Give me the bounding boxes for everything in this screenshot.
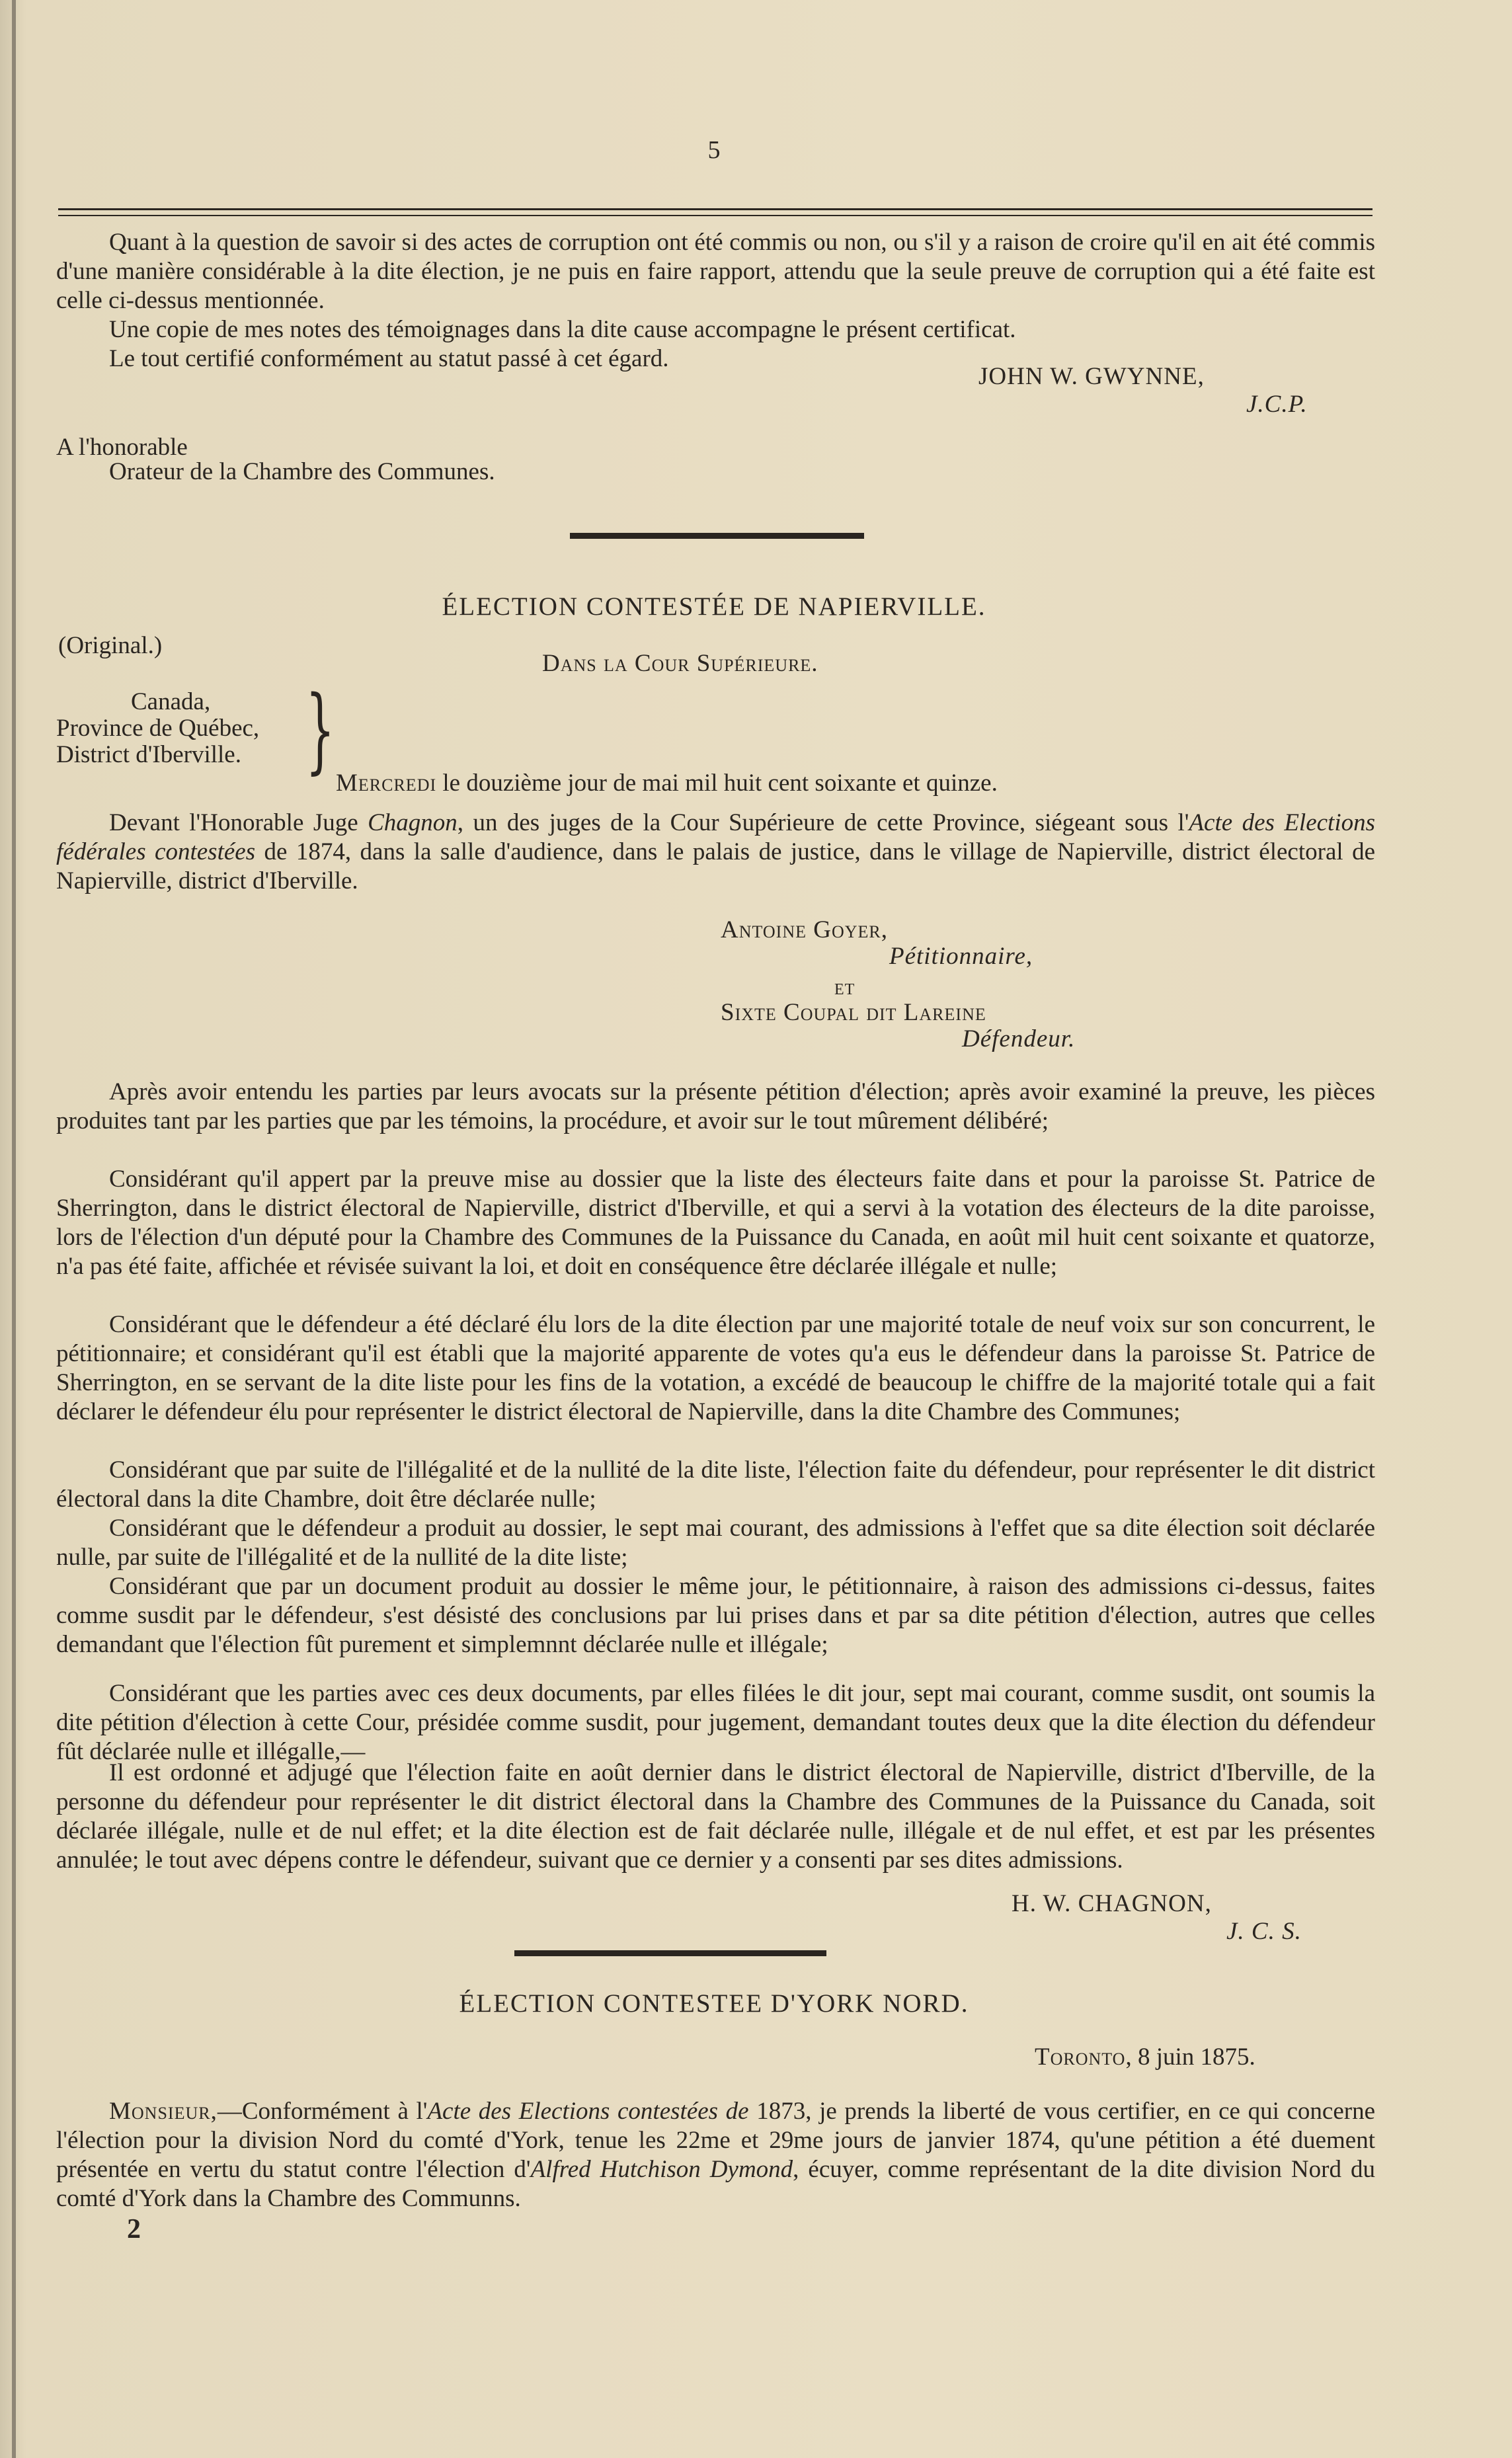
york-paragraph	[56, 2097, 1375, 2213]
york-act-title: Acte des Elections contestées de	[427, 2098, 749, 2125]
devant-text-a: Devant l'Honorable Juge	[109, 809, 368, 836]
judgment-paragraph-8: Il est ordonné et adjugé que l'élection faite en août dernier dans le district électoral de Napierville, district d'Iberville, de la personne du défendeur pour représenter le dit district électoral dans la Chambre des Communes de la Puissance du Canada, soit déclarée illégale, nulle et de nul effet; et la dite élection est de fait déclarée nulle, illégale et de nul effet, et est par les présentes annulée; le tout avec dépens contre le défendeur, suivant que ce dernier y a consenti par ses dites admissions.	[56, 1759, 1375, 1874]
devant-text-b: , un des juges de la Cour Supérieure de cette Province, siégeant sous l'	[457, 809, 1189, 836]
york-person-name: Alfred Hutchison Dymond	[530, 2156, 793, 2183]
york-place: Toronto	[1035, 2043, 1126, 2071]
venue-province: Province de Québec,	[56, 715, 260, 742]
address-line-1: A l'honorable	[56, 434, 188, 461]
date-text: le douzième jour de mai mil huit cent soixante et quinze.	[442, 770, 998, 797]
binding-edge	[12, 0, 16, 2458]
venue-district: District d'Iberville.	[56, 741, 241, 768]
defendant-role: Défendeur.	[962, 1025, 1076, 1052]
judgment-paragraph-6: Considérant que par un document produit au dossier le même jour, le pétitionnaire, à raison des admissions ci-dessus, faites comme susdit par le défendeur, s'est désisté des conclusions par lui prises dans et par sa dite pétition d'élection, autres que celles demandant que l'élection fût purement et simplemnnt déclarée nulle et illégale;	[56, 1573, 1375, 1658]
judgment-paragraph-5: Considérant que le défendeur a produit au dossier, le sept mai courant, des admissions à l'effet que sa dite élection soit déclarée nulle, par suite de l'illégalité et de la nullité de la dite liste;	[56, 1515, 1375, 1571]
devant-paragraph	[56, 809, 1375, 896]
judgment-paragraph-1: Après avoir entendu les parties par leurs avocats sur la présente pétition d'élection; après avoir examiné la preuve, les pièces produites tant par les parties que par les témoins, la procédure, et avoir sur le tout mûrement délibéré;	[56, 1078, 1375, 1134]
original-label: (Original.)	[58, 632, 163, 659]
judge-name: Chagnon	[368, 809, 458, 836]
petitioner-role: Pétitionnaire,	[889, 943, 1033, 970]
date-day: Mercredi	[336, 770, 437, 797]
devant-text-c: de 1874, dans la salle d'audience, dans le palais de justice, dans le village de Napierville, district électoral de Napierville, district d'Iberville.	[56, 838, 1376, 894]
venue-canada: Canada,	[131, 688, 211, 715]
york-text-c: , écuyer, comme représentant de la dite division Nord du comté d'York dans la Chambre des Communns.	[56, 2156, 1375, 2212]
york-dateline	[1035, 2043, 1378, 2072]
section-divider-2	[514, 1950, 826, 1956]
york-date: , 8 juin 1875.	[1125, 2043, 1255, 2071]
gwynne-signature: JOHN W. GWYNNE,	[978, 363, 1205, 390]
chagnon-signature: H. W. CHAGNON,	[1012, 1890, 1212, 1917]
judgment-paragraph-4: Considérant que par suite de l'illégalité et de la nullité de la dite liste, l'élection faite du défendeur, pour représenter le dit district électoral dans la dite Chambre, doit être déclarée nulle;	[56, 1456, 1375, 1513]
page-number: 5	[707, 136, 721, 164]
court-date	[336, 769, 1394, 798]
et-conjunction: et	[834, 975, 855, 1000]
gwynne-signature-title: J.C.P.	[1246, 391, 1308, 418]
gwynne-paragraph-2: Une copie de mes notes des témoignages dans la dite cause accompagne le présent certificat.	[109, 316, 1016, 343]
salutation: Monsieur,	[109, 2098, 218, 2125]
york-text-b: 1873, je prends la liberté de vous certifier, en ce qui concerne l'élection pour la division Nord du comté d'York, tenue les 22me et 29me jours de janvier 1874, qu'une pétition a été duement présentée en vertu du statut contre l'élection d'	[56, 2098, 1376, 2183]
defendant-name: Sixte Coupal dit Lareine	[721, 999, 986, 1026]
section-divider-1	[570, 533, 864, 539]
petitioner-name: Antoine Goyer,	[721, 916, 888, 943]
york-heading: ÉLECTION CONTESTEE D'YORK NORD.	[459, 1989, 969, 2018]
sheet-signature-mark: 2	[127, 2214, 141, 2244]
judgment-paragraph-7: Considérant que les parties avec ces deux documents, par elles filées le dit jour, sept mai courant, comme susdit, ont soumis la dite pétition d'élection à cette Cour, présidée comme susdit, pour jugement, demandant toutes deux que la dite élection du défendeur fût déclarée nulle et illégalle,—	[56, 1680, 1375, 1765]
gwynne-paragraph-1: Quant à la question de savoir si des actes de corruption ont été commis ou non, ou s'il y a raison de croire qu'il en ait été commis d'une manière considérable à la dite élection, je ne puis en faire rapport, attendu que la seule preuve de corruption qui a été faite est celle ci-dessus mentionnée.	[56, 229, 1375, 314]
venue-brace: }	[305, 676, 335, 784]
napierville-heading: ÉLECTION CONTESTÉE DE NAPIERVILLE.	[442, 592, 986, 621]
act-title: Acte des Elections fédérales contestées	[56, 809, 1376, 865]
york-text-a: —Conformément à l'	[217, 2098, 428, 2125]
judgment-paragraph-3: Considérant que le défendeur a été déclaré élu lors de la dite élection par une majorité totale de neuf voix sur son concurrent, le pétitionnaire; et considérant qu'il est établi que la majorité apparente de votes qu'a eus le défendeur dans la paroisse St. Patrice de Sherrington, en se servant de la dite liste pour les fins de la votation, a excédé de beaucoup le chiffre de la majorité totale qui a fait déclarer le défendeur élu pour représenter le district électoral de Napierville, dans la dite Chambre des Communes;	[56, 1311, 1375, 1425]
judgment-paragraph-2: Considérant qu'il appert par la preuve mise au dossier que la liste des électeurs faite dans et pour la paroisse St. Patrice de Sherrington, dans le district électoral de Napierville, district d'Iberville, et qui a servi à la votation des électeurs de la dite paroisse, lors de l'élection d'un député pour la Chambre des Communes de la Puissance du Canada, en août mil huit cent soixante et quatorze, n'a pas été faite, affichée et révisée suivant la loi, et doit en conséquence être déclarée illégale et nulle;	[56, 1166, 1375, 1280]
chagnon-signature-title: J. C. S.	[1226, 1918, 1302, 1945]
court-name: Dans la Cour Supérieure.	[542, 650, 818, 677]
header-double-rule	[58, 208, 1373, 216]
gwynne-paragraph-3: Le tout certifié conformément au statut passé à cet égard.	[109, 345, 669, 372]
address-line-2: Orateur de la Chambre des Communes.	[109, 458, 495, 485]
